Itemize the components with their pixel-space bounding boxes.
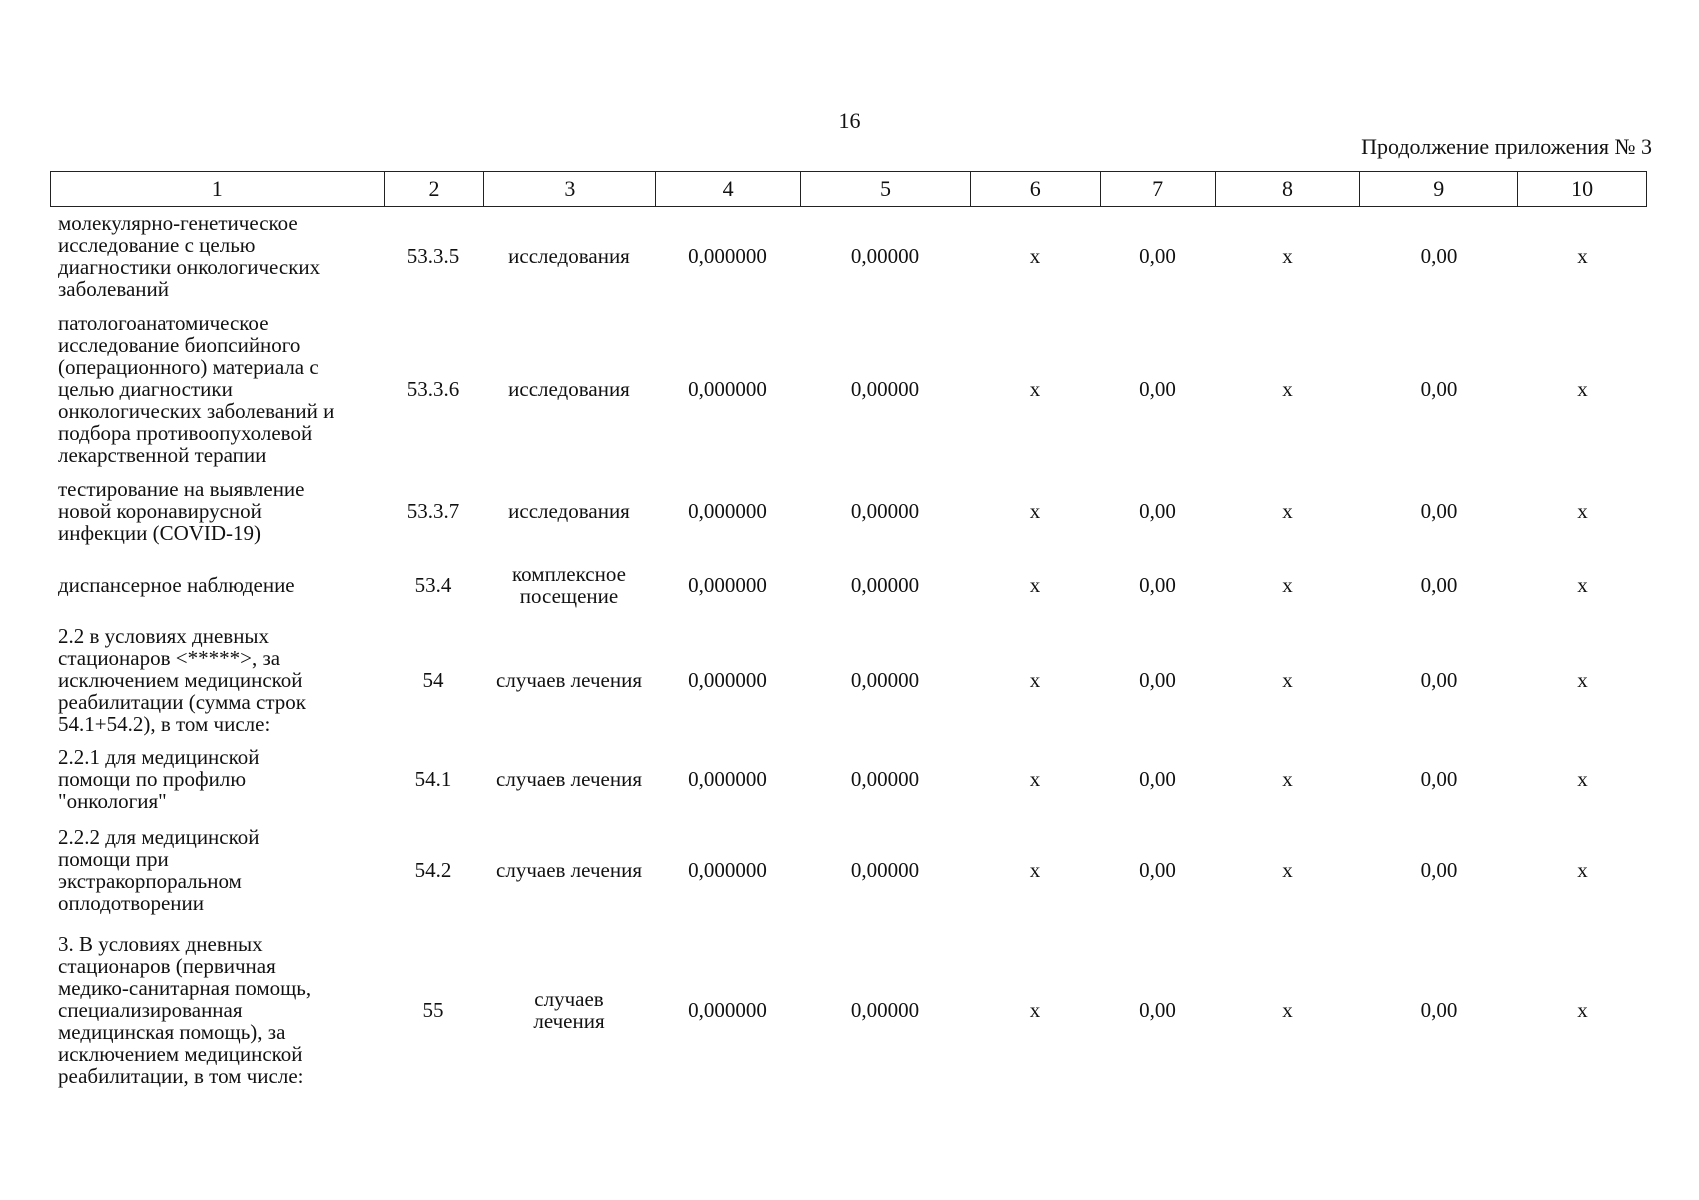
row-col-8: х xyxy=(1282,858,1293,882)
row-code: 54.1 xyxy=(414,767,452,791)
row-col-10: х xyxy=(1577,668,1588,692)
row-col-7: 0,00 xyxy=(1139,767,1176,791)
row-col-5: 0,00000 xyxy=(850,998,920,1022)
row-col-8: х xyxy=(1282,573,1293,597)
header-col-2: 2 xyxy=(384,172,484,206)
row-col-9: 0,00 xyxy=(1420,668,1458,692)
row-col-6: х xyxy=(1029,668,1041,692)
table-row xyxy=(50,622,1647,738)
row-col-6: х xyxy=(1029,499,1041,523)
row-col-4: 0,000000 xyxy=(688,668,767,692)
row-col-10: х xyxy=(1577,858,1588,882)
table-row xyxy=(50,744,1647,814)
row-col-9: 0,00 xyxy=(1420,998,1458,1022)
row-col-4: 0,000000 xyxy=(688,573,767,597)
table-row xyxy=(50,210,1647,302)
row-unit: случаев лечения xyxy=(496,668,642,692)
header-col-7: 7 xyxy=(1100,172,1215,206)
row-col-7: 0,00 xyxy=(1139,858,1176,882)
row-col-6: х xyxy=(1029,244,1041,268)
row-unit: исследования xyxy=(508,244,630,268)
row-code: 55 xyxy=(422,998,444,1022)
row-col-10: х xyxy=(1577,499,1588,523)
row-col-10: х xyxy=(1577,573,1588,597)
table-row xyxy=(50,476,1647,546)
row-col-6: х xyxy=(1029,998,1041,1022)
row-description: диспансерное наблюдение xyxy=(58,573,295,597)
row-col-4: 0,000000 xyxy=(688,858,767,882)
row-code: 53.3.5 xyxy=(406,244,460,268)
row-col-6: х xyxy=(1029,573,1041,597)
row-description: патологоанатомическое исследование биопсийного (операционного) материала с целью диагностики онкологических заболеваний и подбора противоопухолевой лекарственной терапии xyxy=(58,311,335,467)
row-col-10: х xyxy=(1577,377,1588,401)
header-col-10: 10 xyxy=(1517,172,1646,206)
row-col-5: 0,00000 xyxy=(850,858,920,882)
row-col-9: 0,00 xyxy=(1420,244,1458,268)
row-description: 2.2 в условиях дневных стационаров <*****>, за исключением медицинской реабилитации (сумма строк 54.1+54.2), в том числе: xyxy=(58,624,306,736)
row-col-10: х xyxy=(1577,998,1588,1022)
table-row xyxy=(50,560,1647,610)
row-unit: комплексное посещение xyxy=(512,562,626,608)
header-col-6: 6 xyxy=(970,172,1100,206)
row-col-4: 0,000000 xyxy=(688,499,767,523)
row-unit: исследования xyxy=(508,499,630,523)
header-col-1: 1 xyxy=(211,176,223,201)
row-col-7: 0,00 xyxy=(1139,244,1176,268)
row-col-9: 0,00 xyxy=(1420,573,1458,597)
header-col-8: 8 xyxy=(1215,172,1360,206)
row-col-7: 0,00 xyxy=(1139,499,1176,523)
row-col-5: 0,00000 xyxy=(850,573,920,597)
table-row xyxy=(50,310,1647,468)
header-col-3: 3 xyxy=(483,172,655,206)
row-unit: случаев лечения xyxy=(533,987,605,1033)
row-col-8: х xyxy=(1282,499,1293,523)
header-col-9: 9 xyxy=(1359,172,1517,206)
row-col-8: х xyxy=(1282,668,1293,692)
row-code: 54 xyxy=(422,668,444,692)
row-col-5: 0,00000 xyxy=(850,499,920,523)
row-col-5: 0,00000 xyxy=(850,377,920,401)
row-col-4: 0,000000 xyxy=(688,998,767,1022)
row-col-7: 0,00 xyxy=(1139,998,1176,1022)
row-col-9: 0,00 xyxy=(1420,377,1458,401)
row-col-4: 0,000000 xyxy=(688,244,767,268)
row-unit: исследования xyxy=(508,377,630,401)
row-description: 2.2.1 для медицинской помощи по профилю "онкология" xyxy=(58,745,260,813)
row-code: 53.3.6 xyxy=(406,377,460,401)
row-col-9: 0,00 xyxy=(1420,767,1458,791)
row-code: 53.4 xyxy=(414,573,452,597)
table-row xyxy=(50,930,1647,1090)
row-col-5: 0,00000 xyxy=(850,244,920,268)
row-col-5: 0,00000 xyxy=(850,767,920,791)
row-col-7: 0,00 xyxy=(1139,573,1176,597)
row-code: 53.3.7 xyxy=(406,499,460,523)
row-col-9: 0,00 xyxy=(1420,499,1458,523)
row-code: 54.2 xyxy=(414,858,452,882)
appendix-note: Продолжение приложения № 3 xyxy=(1361,134,1652,159)
row-col-6: х xyxy=(1029,858,1041,882)
row-col-4: 0,000000 xyxy=(688,767,767,791)
row-description: молекулярно-генетическое исследование с целью диагностики онкологических заболеваний xyxy=(58,211,321,301)
row-col-10: х xyxy=(1577,767,1588,791)
row-col-6: х xyxy=(1029,767,1041,791)
row-description: 3. В условиях дневных стационаров (первичная медико-санитарная помощь, специализированная медицинская помощь), за исключением медицинской реабилитации, в том числе: xyxy=(58,932,312,1088)
row-col-10: х xyxy=(1577,244,1588,268)
row-col-8: х xyxy=(1282,244,1293,268)
row-col-8: х xyxy=(1282,998,1293,1022)
row-col-8: х xyxy=(1282,377,1293,401)
row-unit: случаев лечения xyxy=(496,767,642,791)
table-header-row xyxy=(50,171,1647,207)
table-row xyxy=(50,824,1647,916)
row-description: тестирование на выявление новой коронавирусной инфекции (COVID-19) xyxy=(58,477,305,545)
row-col-9: 0,00 xyxy=(1420,858,1458,882)
row-description: 2.2.2 для медицинской помощи при экстракорпоральном оплодотворении xyxy=(58,825,260,915)
row-unit: случаев лечения xyxy=(496,858,642,882)
row-col-8: х xyxy=(1282,767,1293,791)
row-col-6: х xyxy=(1029,377,1041,401)
row-col-4: 0,000000 xyxy=(688,377,767,401)
row-col-7: 0,00 xyxy=(1139,377,1176,401)
page-number: 16 xyxy=(838,108,861,133)
header-col-4: 4 xyxy=(655,172,800,206)
row-col-5: 0,00000 xyxy=(850,668,920,692)
row-col-7: 0,00 xyxy=(1139,668,1176,692)
header-col-5: 5 xyxy=(800,172,970,206)
